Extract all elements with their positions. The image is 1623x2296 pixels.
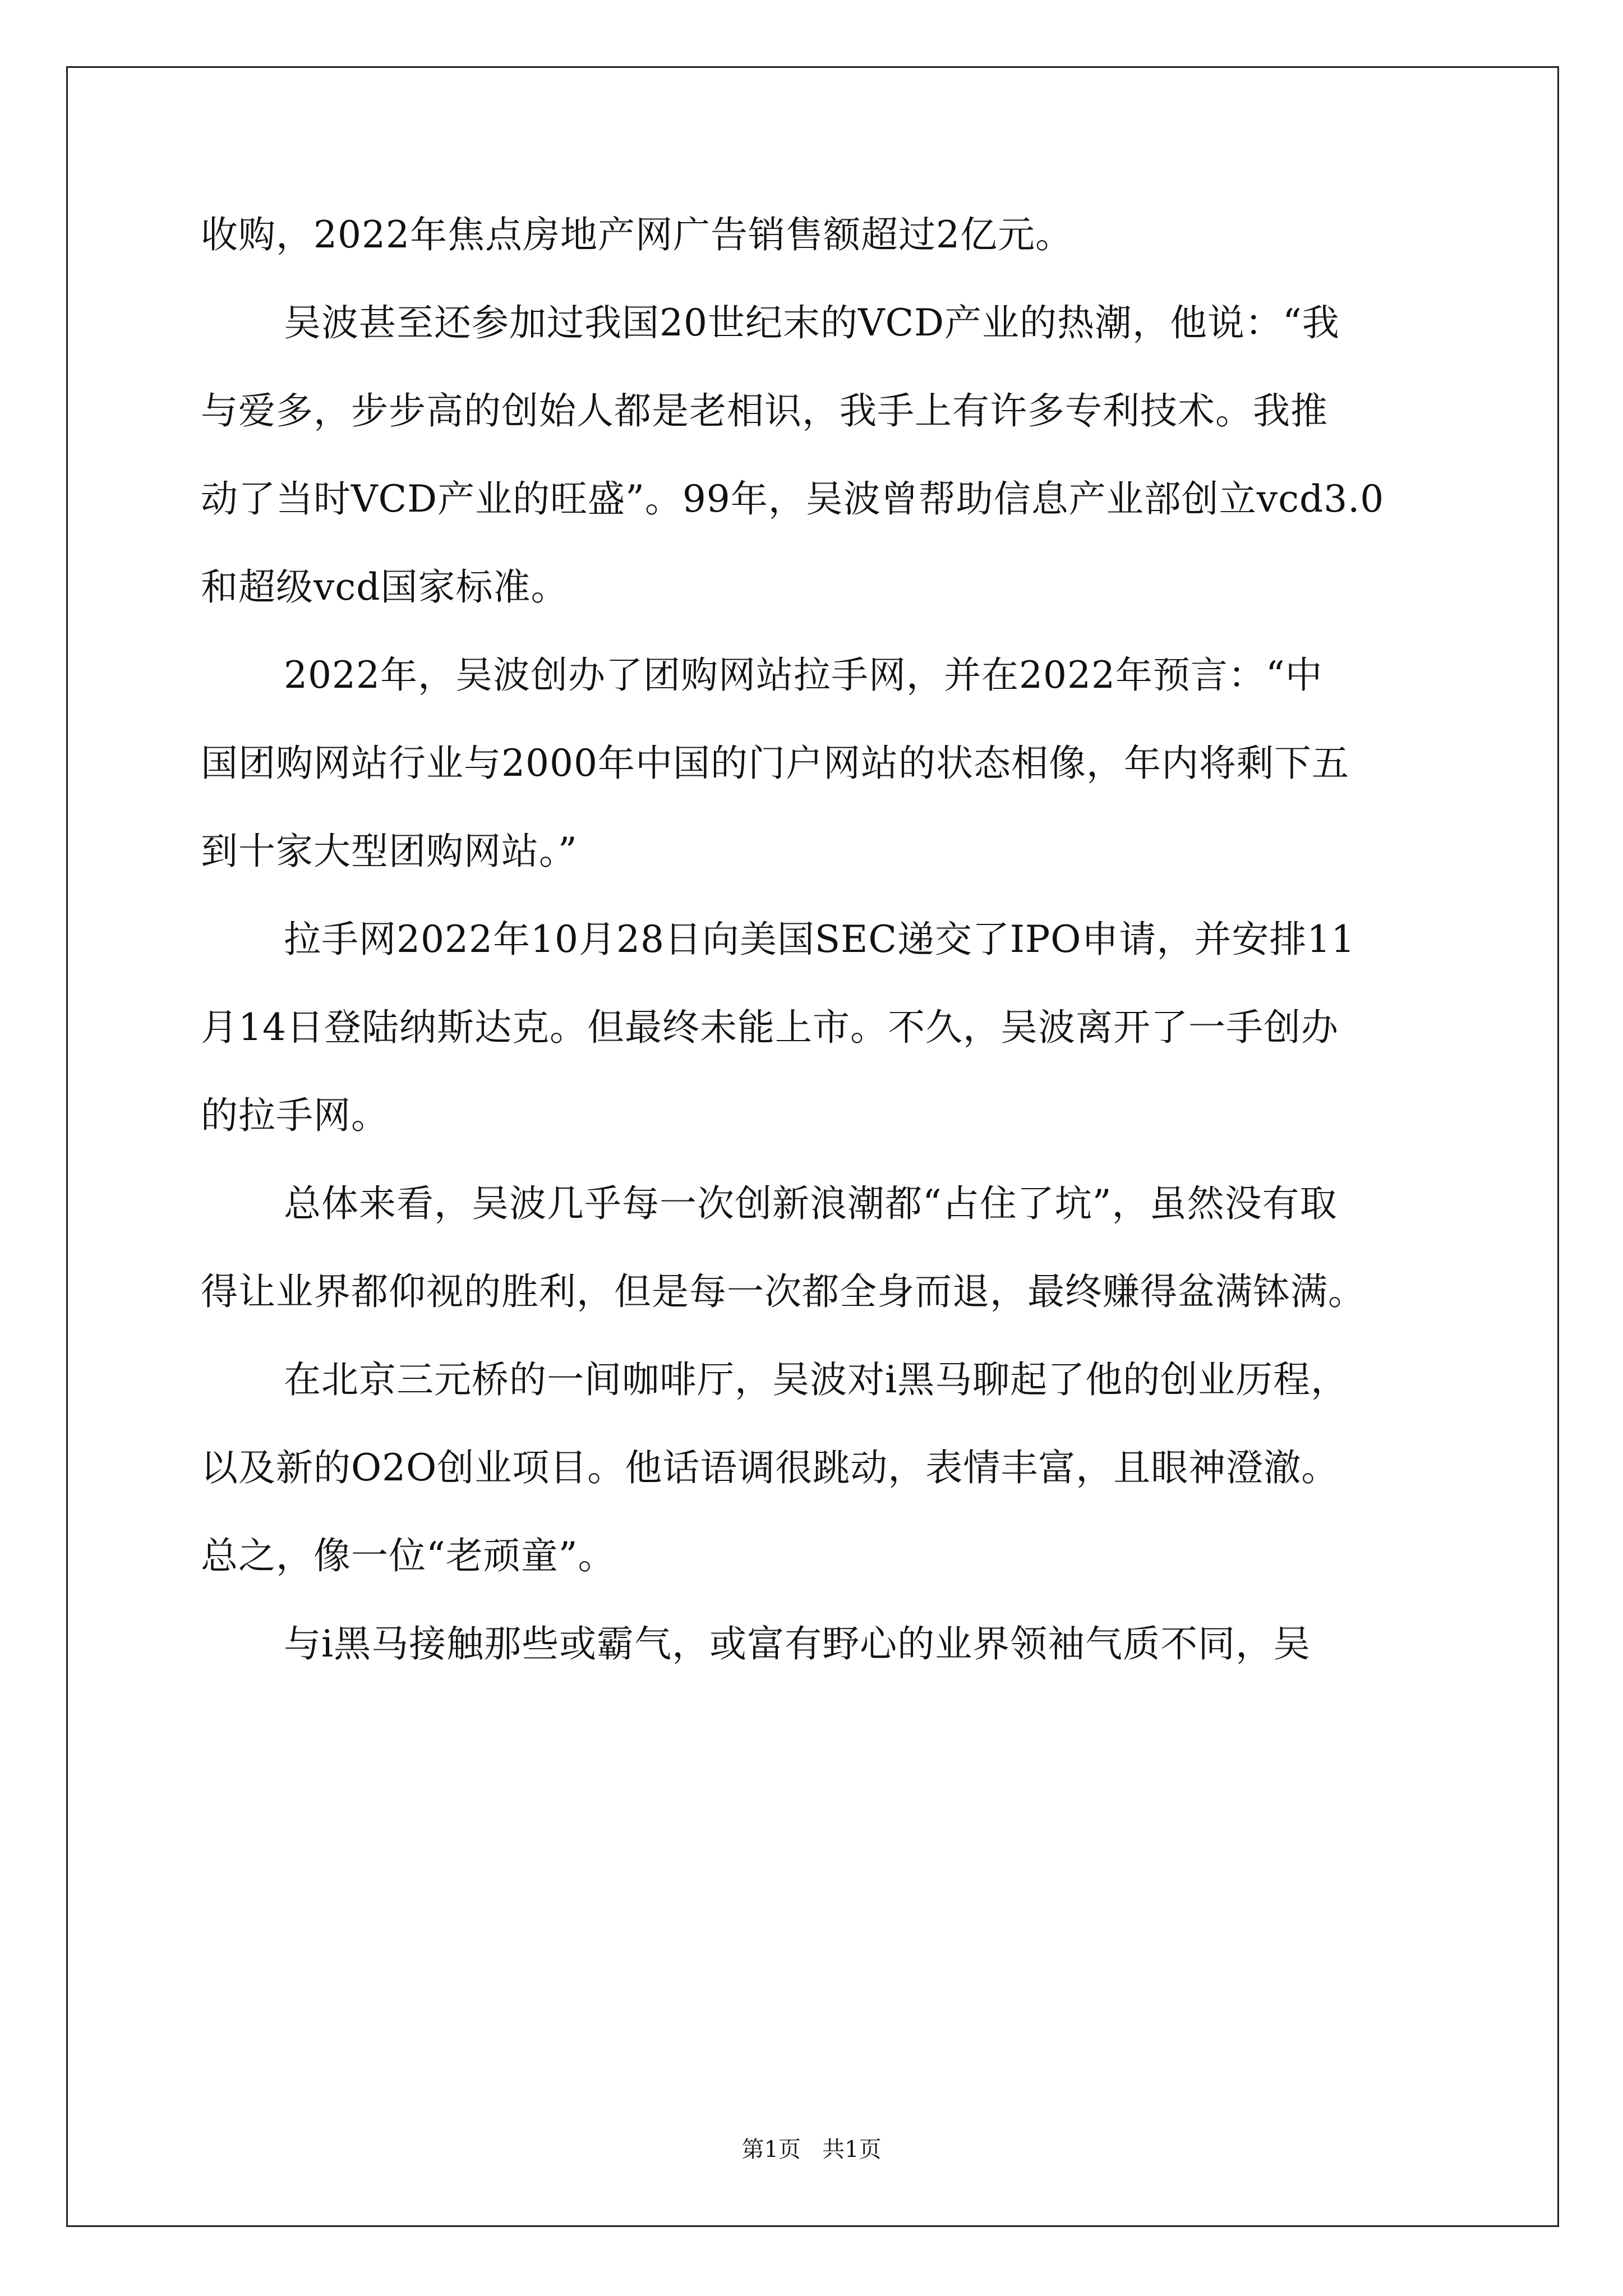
document-body [201,213,1479,1666]
text-line: 在北京三元桥的一间咖啡厅，吴波对i黑马聊起了他的创业历程， [284,1358,1349,1401]
text-line: 以及新的O2O创业项目。他话语调很跳动，表情丰富，且眼神澄澈。 [201,1446,1339,1489]
text-line: 2022年，吴波创办了团购网站拉手网，并在2022年预言：“中 [284,654,1323,697]
text-line: 拉手网2022年10月28日向美国SEC递交了IPO申请，并安排11 [284,918,1355,961]
text-line: 的拉手网。 [201,1094,389,1137]
text-line: 收购，2022年焦点房地产网广告销售额超过2亿元。 [201,213,1073,256]
text-line: 月14日登陆纳斯达克。但最终未能上市。不久，吴波离开了一手创办 [201,1006,1339,1049]
text-line: 总之，像一位“老顽童”。 [201,1534,616,1577]
text-line: 与爱多，步步高的创始人都是老相识，我手上有许多专利技术。我推 [201,389,1328,432]
text-line: 和超级vcd国家标准。 [201,565,569,609]
text-line: 吴波甚至还参加过我国20世纪末的VCD产业的热潮，他说：“我 [284,301,1340,344]
text-line: 总体来看，吴波几乎每一次创新浪潮都“占住了坑”，虽然没有取 [284,1182,1338,1225]
text-line: 得让业界都仰视的胜利，但是每一次都全身而退，最终赚得盆满钵满。 [201,1270,1366,1313]
text-line: 与i黑马接触那些或霸气，或富有野心的业界领袖气质不同，吴 [284,1622,1311,1665]
text-line: 动了当时VCD产业的旺盛”。99年，吴波曾帮助信息产业部创立vcd3.0 [201,477,1385,521]
text-line: 到十家大型团购网站。” [201,830,578,873]
text-line: 国团购网站行业与2000年中国的门户网站的状态相像，年内将剩下五 [201,742,1349,785]
page-number-footer: 第1页 共1页 [741,2137,882,2162]
